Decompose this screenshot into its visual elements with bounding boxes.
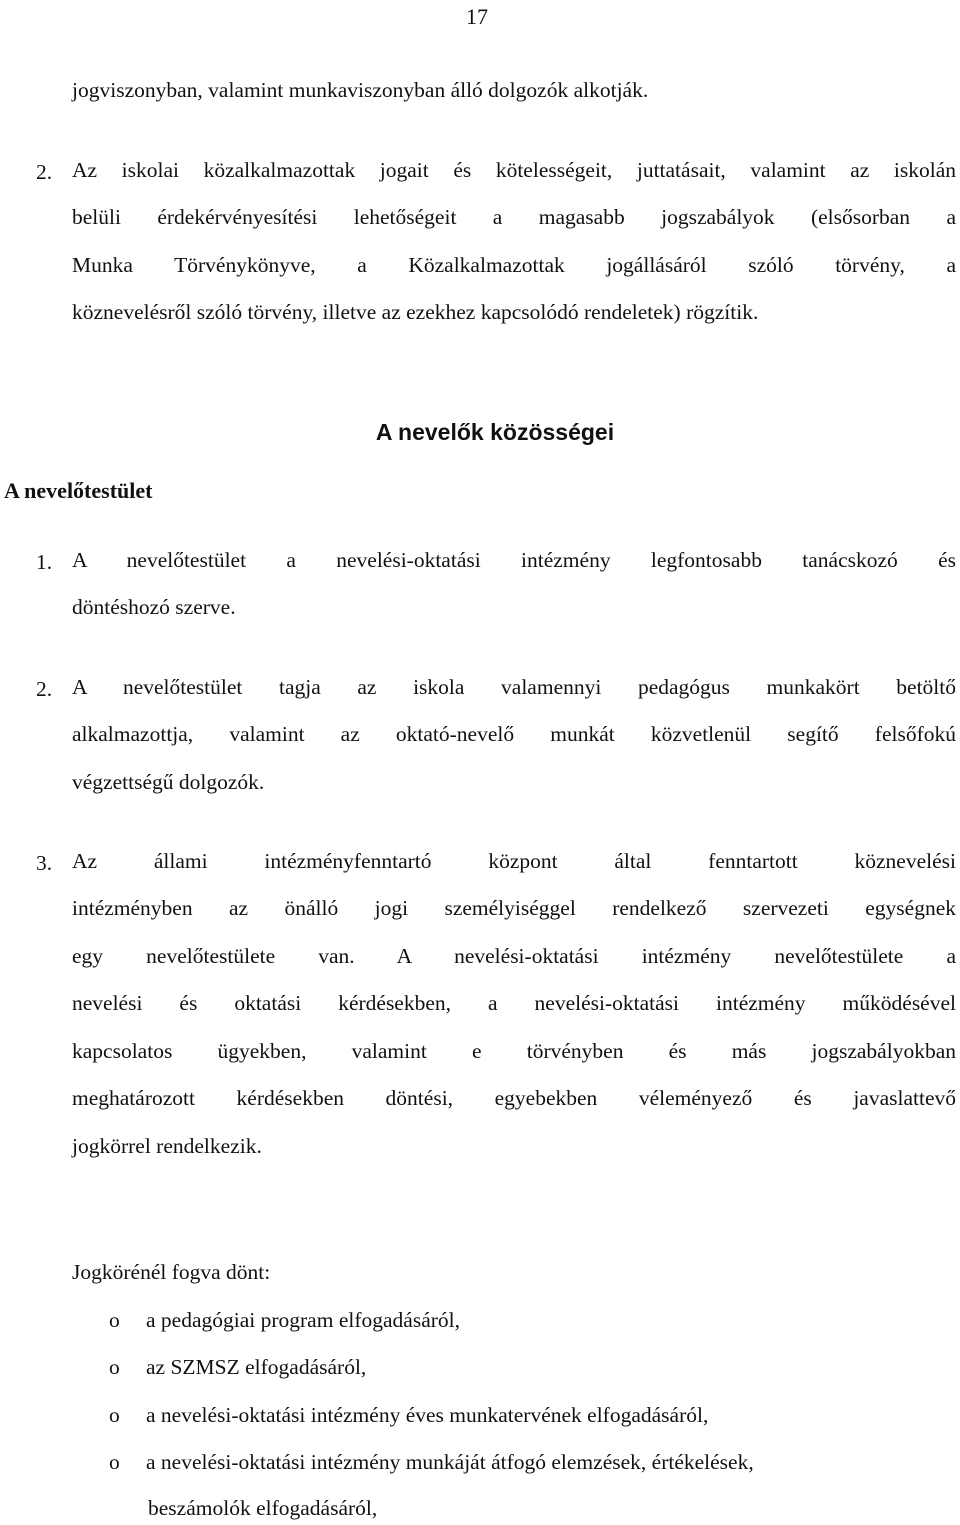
subheading: A nevelőtestület [4,478,153,503]
bullet-marker: o [109,1308,120,1332]
intro-line: jogviszonyban, valamint munkaviszonyban álló dolgozók alkotják. [72,78,649,102]
item2-number: 2. [36,677,53,701]
item3-number: 3. [36,851,53,875]
item1-number: 1. [36,550,53,574]
item3-line: egy nevelőtestülete van. A nevelési-oktatási intézmény nevelőtestülete a [72,944,956,968]
item2-line: A nevelőtestület tagja az iskola valamennyi pedagógus munkakört betöltő [72,675,956,699]
item3-line: Az állami intézményfenntartó központ által fenntartott köznevelési [72,849,956,873]
list-intro: Jogkörénél fogva dönt: [72,1260,271,1284]
item1-line: döntéshozó szerve. [72,595,236,619]
list-item-text: a nevelési-oktatási intézmény munkáját átfogó elemzések, értékelések, [146,1450,754,1474]
para2-line: Az iskolai közalkalmazottak jogait és kötelességeit, juttatásait, valamint az iskolán [72,158,956,182]
list-item [109,1310,460,1332]
list-item-continuation: beszámolók elfogadásáról, [148,1496,378,1520]
item3-line: nevelési és oktatási kérdésekben, a nevelési-oktatási intézmény működésével [72,991,956,1015]
item3-line: jogkörrel rendelkezik. [72,1134,262,1158]
section-heading: A nevelők közösségei [375,419,615,445]
list-item [109,1452,754,1474]
para2-line: belüli érdekérvényesítési lehetőségeit a magasabb jogszabályok (elsősorban a [72,205,956,229]
para2-line: Munka Törvénykönyve, a Közalkalmazottak jogállásáról szóló törvény, a [72,253,956,277]
list-item-text: a pedagógiai program elfogadásáról, [146,1308,461,1332]
item3-line: meghatározott kérdésekben döntési, egyebekben véleményező és javaslattevő [72,1086,956,1110]
item3-line: kapcsolatos ügyekben, valamint e törvényben és más jogszabályokban [72,1039,956,1063]
bullet-marker: o [109,1450,120,1474]
bullet-marker: o [109,1355,120,1379]
para2-line: köznevelésről szóló törvény, illetve az ezekhez kapcsolódó rendeletek) rögzítik. [72,300,759,324]
list-item [109,1357,366,1379]
para2-number: 2. [36,160,53,184]
list-item [109,1405,708,1427]
item1-line: A nevelőtestület a nevelési-oktatási intézmény legfontosabb tanácskozó és [72,548,956,572]
item2-line: alkalmazottja, valamint az oktató-nevelő munkát közvetlenül segítő felsőfokú [72,722,956,746]
bullet-marker: o [109,1403,120,1427]
page-number: 17 [466,4,488,29]
item2-line: végzettségű dolgozók. [72,770,265,794]
list-item-text: az SZMSZ elfogadásáról, [146,1355,367,1379]
list-item-text: a nevelési-oktatási intézmény éves munkatervének elfogadásáról, [146,1403,709,1427]
item3-line: intézményben az önálló jogi személyiséggel rendelkező szervezeti egységnek [72,896,956,920]
